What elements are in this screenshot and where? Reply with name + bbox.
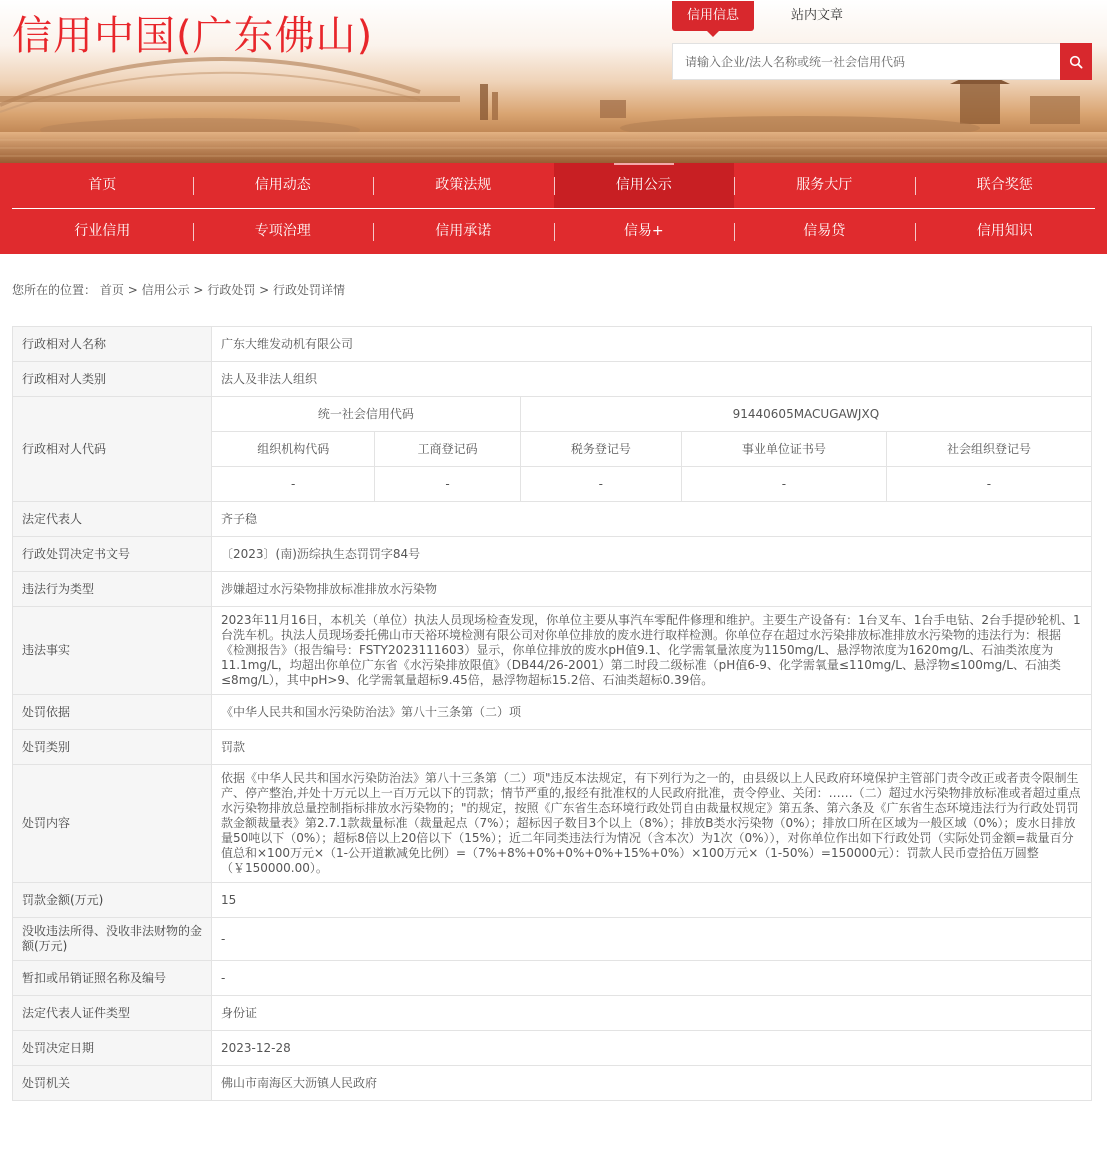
legal-rep-label: 法定代表人: [13, 502, 212, 537]
violation-type-value: 涉嫌超过水污染物排放标准排放水污染物: [212, 572, 1092, 607]
penalty-basis-label: 处罚依据: [13, 695, 212, 730]
social-org-reg-value: -: [886, 467, 1091, 502]
table-row: [13, 1031, 1092, 1066]
legal-rep-id-type-value: 身份证: [212, 996, 1092, 1031]
nav-credit-knowledge[interactable]: 信用知识: [915, 209, 1096, 254]
violation-facts-label: 违法事实: [13, 607, 212, 695]
breadcrumb-prefix: 您所在的位置：: [12, 283, 97, 297]
decision-doc-label: 行政处罚决定书文号: [13, 537, 212, 572]
breadcrumb-separator: >: [127, 283, 138, 297]
search-button[interactable]: [1060, 43, 1092, 80]
site-title[interactable]: 信用中国(广东佛山): [12, 13, 374, 59]
legal-rep-id-type-label: 法定代表人证件类型: [13, 996, 212, 1031]
breadcrumb-admin-penalty[interactable]: 行政处罚: [207, 283, 256, 297]
tax-reg-value: -: [520, 467, 681, 502]
uscc-value: 91440605MACUGAWJXQ: [520, 397, 1091, 432]
fine-amount-value: 15: [212, 883, 1092, 918]
table-row: [13, 362, 1092, 397]
nav-home[interactable]: 首页: [88, 177, 117, 193]
table-row: [13, 883, 1092, 918]
nav-xinyi-loan[interactable]: 信易贷: [734, 209, 915, 254]
penalty-detail-table: [12, 326, 1092, 1101]
name-value: 广东大维发动机有限公司: [212, 327, 1092, 362]
breadcrumb-current: 行政处罚详情: [273, 283, 346, 297]
uscc-label: 统一社会信用代码: [212, 397, 521, 432]
header-banner: [0, 0, 1107, 163]
search-tabs: [672, 0, 858, 32]
social-org-reg-label: 社会组织登记号: [886, 432, 1091, 467]
nav-credit-commitment[interactable]: 信用承诺: [373, 209, 554, 254]
institution-cert-label: 事业单位证书号: [681, 432, 886, 467]
type-label: 行政相对人类别: [13, 362, 212, 397]
decision-date-label: 处罚决定日期: [13, 1031, 212, 1066]
table-row: [13, 918, 1092, 961]
table-row: [13, 572, 1092, 607]
table-row: [13, 327, 1092, 362]
penalty-basis-value: 《中华人民共和国水污染防治法》第八十三条第（二）项: [212, 695, 1092, 730]
nav-credit-news[interactable]: 信用动态: [193, 163, 374, 208]
nav-xinyi-plus[interactable]: 信易+: [554, 209, 735, 254]
main-nav: [0, 163, 1107, 254]
institution-cert-value: -: [681, 467, 886, 502]
nav-credit-disclosure[interactable]: 信用公示: [554, 163, 735, 208]
nav-joint-rewards-punishments[interactable]: 联合奖惩: [915, 163, 1096, 208]
table-row: [13, 607, 1092, 695]
nav-service-hall[interactable]: 服务大厅: [734, 163, 915, 208]
penalty-authority-value: 佛山市南海区大沥镇人民政府: [212, 1066, 1092, 1101]
legal-rep-value: 齐子稳: [212, 502, 1092, 537]
breadcrumb-home[interactable]: 首页: [99, 283, 124, 297]
table-row: [13, 765, 1092, 883]
confiscation-label: 没收违法所得、没收非法财物的金额(万元): [13, 918, 212, 961]
penalty-category-value: 罚款: [212, 730, 1092, 765]
confiscation-value: -: [212, 918, 1092, 961]
breadcrumb: [0, 254, 1107, 326]
breadcrumb-separator: >: [259, 283, 270, 297]
table-row: [13, 397, 1092, 432]
org-code-value: -: [212, 467, 375, 502]
decision-doc-value: 〔2023〕(南)沥综执生态罚罚字84号: [212, 537, 1092, 572]
fine-amount-label: 罚款金额(万元): [13, 883, 212, 918]
decision-date-value: 2023-12-28: [212, 1031, 1092, 1066]
name-label: 行政相对人名称: [13, 327, 212, 362]
violation-type-label: 违法行为类型: [13, 572, 212, 607]
license-suspension-value: -: [212, 961, 1092, 996]
table-row: [13, 730, 1092, 765]
violation-facts-value: 2023年11月16日，本机关（单位）执法人员现场检查发现，你单位主要从事汽车零配件修理和维护。主要生产设备有：1台叉车、1台手电钻、2台手提砂轮机、1台洗车机。执法人员现场委托佛山市天裕环境检测有限公司对你单位排放的废水进行取样检测。你单位存在超过水污染排放标准排放水污染物的违法行为：根据《检测报告》（报告编号：FSTY2023111603）显示，你单位排放的废水pH值9.1、化学需氧量浓度为1150mg/L、悬浮物浓度为1620mg/L、石油类浓度为11.1mg/L，均超出你单位广东省《水污染排放限值》（DB44/26-2001）第二时段二级标准（pH值6-9、化学需氧量≤110mg/L、悬浮物≤100mg/L、石油类≤8mg/L），其中pH>9、化学需氧量超标9.45倍，悬浮物超标15.2倍、石油类超标0.39倍。: [212, 607, 1092, 695]
nav-industry-credit[interactable]: 行业信用: [74, 222, 131, 239]
table-row: [13, 537, 1092, 572]
search-icon: [1069, 55, 1083, 69]
search-input[interactable]: [672, 43, 1060, 80]
table-row: [13, 695, 1092, 730]
business-reg-value: -: [375, 467, 520, 502]
penalty-authority-label: 处罚机关: [13, 1066, 212, 1101]
table-row: [13, 961, 1092, 996]
nav-policies[interactable]: 政策法规: [373, 163, 554, 208]
nav-row-1: [12, 163, 1095, 208]
code-label: 行政相对人代码: [13, 397, 212, 502]
license-suspension-label: 暂扣或吊销证照名称及编号: [13, 961, 212, 996]
breadcrumb-separator: >: [193, 283, 204, 297]
business-reg-label: 工商登记码: [375, 432, 520, 467]
tab-site-articles[interactable]: 站内文章: [791, 8, 844, 23]
org-code-label: 组织机构代码: [212, 432, 375, 467]
search-bar: [672, 43, 1092, 80]
penalty-content-label: 处罚内容: [13, 765, 212, 883]
table-row: [13, 996, 1092, 1031]
nav-row-2: [12, 208, 1095, 253]
nav-special-governance[interactable]: 专项治理: [193, 209, 374, 254]
table-row: [13, 502, 1092, 537]
table-row: [13, 1066, 1092, 1101]
tab-credit-info[interactable]: 信用信息: [672, 1, 754, 31]
type-value: 法人及非法人组织: [212, 362, 1092, 397]
tax-reg-label: 税务登记号: [520, 432, 681, 467]
penalty-category-label: 处罚类别: [13, 730, 212, 765]
breadcrumb-credit-disclosure[interactable]: 信用公示: [141, 283, 190, 297]
penalty-content-value: 依据《中华人民共和国水污染防治法》第八十三条第（二）项"违反本法规定，有下列行为之一的，由县级以上人民政府环境保护主管部门责令改正或者责令限制生产、停产整治,并处十万元以上一百万元以下的罚款；情节严重的,报经有批准权的人民政府批准，责令停业、关闭：……（二）超过水污染物排放标准或者超过重点水污染物排放总量控制指标排放水污染物的；"的规定，按照《广东省生态环境行政处罚自由裁量权规定》第五条、第六条及《广东省生态环境违法行为行政处罚罚款金额裁量表》第2.7.1款裁量标准（裁量起点（7%）；超标因子数目3个以上（8%）；排放B类水污染物（0%）；排放口所在区域为一般区域（0%）；废水日排放量50吨以下（0%）；超标8倍以上20倍以下（15%）；近二年同类违法行为情况（含本次）为1次（0%）），对你单位作出如下行政处罚（实际处罚金额=裁量百分值总和×100万元×（1-公开道歉减免比例）=（7%+8%+0%+0%+0%+15%+0%）×100万元×（1-50%）=150000元）：罚款人民币壹拾伍万圆整（￥150000.00）。: [212, 765, 1092, 883]
